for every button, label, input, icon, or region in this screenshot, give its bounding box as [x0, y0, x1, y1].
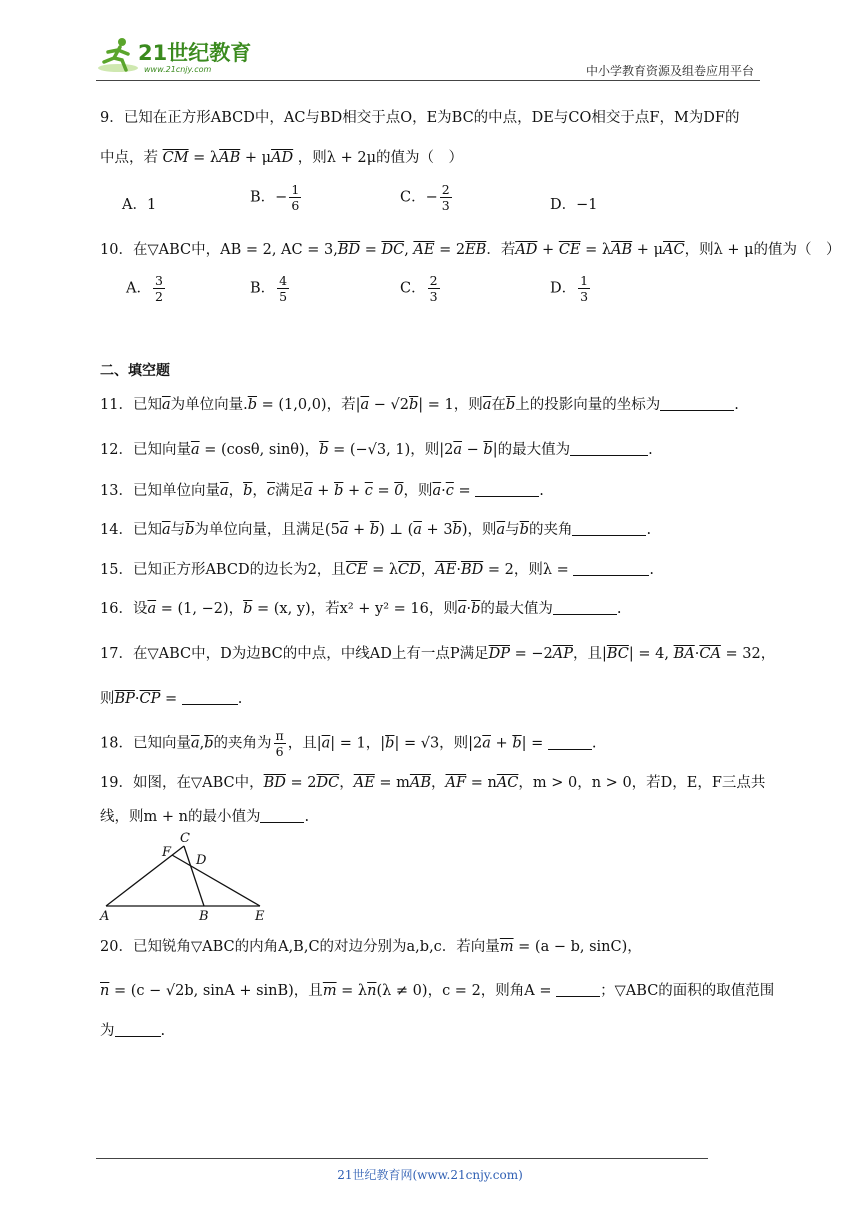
q20-answer-blank-1[interactable] [556, 996, 600, 997]
fig-label-f: F [162, 845, 172, 860]
q10-option-d[interactable]: D． $\frac{1}{3}$ [550, 273, 589, 304]
fig-label-b: B [199, 909, 209, 922]
page-header [96, 36, 760, 78]
q17-line1: 17．在▽ABC中，D为边BC的中点，中线AD上有一点P满足$\overline{DP} = -2\overline{AP}$，且$|\overline{BC}| = 4$, $\overline{BA}\cdot\overline{CA} = 32$， [100, 646, 776, 662]
q14: 14．已知$\overline{a}$与$\overline{b}$为单位向量，且满足$(5\overline{a} + \overline{b})$ ⊥ $(\overline{a} + 3\overline{b})$，则$\overline{a}$与$\overline{b}$的夹角 . [100, 522, 652, 538]
fig-label-c: C [180, 831, 190, 846]
q12-answer-blank[interactable] [570, 455, 648, 456]
q9-line1: 9．已知在正方形ABCD中，AC与BD相交于点O，E为BC的中点，DE与CO相交于点F，M为DF的 [100, 110, 740, 126]
q10-option-c[interactable]: C． $\frac{2}{3}$ [400, 273, 438, 304]
logo-url: www.21cnjy.com [144, 65, 212, 74]
q19-line1: 19．如图，在▽ABC中，$\overline{BD} = 2\overline{DC}$，$\overline{AE} = m\overline{AB}$，$\overline{AF} = n\overline{AC}$，m > 0，n > 0，若D，E，F三点共 [100, 775, 766, 791]
q10-option-b[interactable]: B． $\frac{4}{5}$ [250, 273, 288, 304]
q9-option-b[interactable]: B．− $\frac{1}{6}$ [250, 182, 300, 213]
q19-line2: 线，则m + n的最小值为 . [100, 809, 310, 825]
footer-divider [96, 1158, 708, 1159]
q17-answer-blank[interactable] [182, 704, 238, 705]
q17-line2: 则$\overline{BP}\cdot\overline{CP}$ = . [100, 691, 243, 707]
footer-link[interactable]: 21世纪教育网(www.21cnjy.com) [337, 1168, 523, 1182]
q20-line2: $\overline{n} = (c - √2b$, sinA + sinB)，且$\overline{m} = \lambda\overline{n}(\lambda \ne 0)$，c = 2，则角A = ；▽ABC的面积的取值范围 [100, 983, 775, 999]
q13-answer-blank[interactable] [475, 496, 539, 497]
platform-name: 中小学教育资源及组卷应用平台 [585, 64, 754, 78]
q15-answer-blank[interactable] [573, 575, 649, 576]
header-divider [96, 80, 760, 81]
q9-option-d[interactable]: D．−1 [550, 197, 598, 213]
q16: 16．设$\overline{a} = (1$, −2)，$\overline{b} = (x$, y)，若x² + y² = 16，则$\overline{a}\cdot\overline{b}$的最大值为 . [100, 601, 622, 617]
q18: 18．已知向量$\overline{a},\overline{b}$的夹角为 $\frac{\pi}{6}$ ，且$|\overline{a}| = 1$，$|\overline{b}| = √3$，则$|2\overline{a} + \overline{b}|$ = . [100, 728, 597, 759]
q15: 15．已知正方形ABCD的边长为2，且$\overline{CE} = \lambda\overline{CD}$，$\overline{AE}\cdot\overline{BD} = 2$，则λ = . [100, 562, 654, 578]
q9-line2: 中点，若 $\overline{CM} = \lambda\overline{AB} + \mu\overline{AD}$ ，则λ + 2μ的值为（ ） [100, 150, 463, 166]
q14-answer-blank[interactable] [572, 535, 646, 536]
section-title: 二、填空题 [100, 363, 170, 379]
q13: 13．已知单位向量$\overline{a}$，$\overline{b}$，$\overline{c}$满足$\overline{a} + \overline{b} + \overline{c} = 0$，则$\overline{a}\cdot\overline{c}$ = . [100, 483, 544, 499]
q10-line: 10．在▽ABC中，AB = 2, AC = $3,\overline{BD} = \overline{DC}$, $\overline{AE} = 2\overline{EB}$．若$\overline{AD} + \overline{CE} = \lambda\overline{AB} + \mu\overline{AC}$，则λ + μ的值为（ ） [100, 242, 841, 258]
fig-line-fe [172, 855, 260, 906]
q9-equation: $\overline{CM} = \lambda\overline{AB} + \mu\overline{AD}$ [162, 150, 294, 166]
fig-label-d: D [196, 853, 207, 868]
q16-answer-blank[interactable] [553, 614, 617, 615]
q9-option-a[interactable]: A．1 [122, 197, 157, 213]
q19-answer-blank[interactable] [260, 822, 304, 823]
q11-answer-blank[interactable] [660, 410, 734, 411]
q9-option-c[interactable]: C．− $\frac{2}{3}$ [400, 182, 450, 213]
q18-answer-blank[interactable] [548, 749, 592, 750]
q11: 11．已知$\overline{a}$为单位向量$.\overline{b} = (1,0,0)$，若$|\overline{a} - √2\overline{b}| = 1$，则$\overline{a}$在$\overline{b}$上的投影向量的坐标为 . [100, 397, 739, 413]
q20-answer-blank-2[interactable] [115, 1036, 161, 1037]
fig-label-a: A [100, 909, 110, 922]
q10-option-a[interactable]: A． $\frac{3}{2}$ [126, 273, 163, 304]
fig-label-e: E [255, 909, 265, 922]
logo-runner-icon [96, 36, 266, 76]
q20-line1: 20．已知锐角▽ABC的内角A,B,C的对边分别为a,b,c．若向量$\overline{m} = (a - b$, sinC)， [100, 939, 642, 955]
triangle-figure [98, 830, 274, 922]
q20-line3: 为 . [100, 1023, 166, 1039]
logo-text: 21世纪教育 [138, 41, 252, 65]
q12: 12．已知向量$\overline{a} = (\cos\theta$, sinθ)，$\overline{b} = (-√3$, 1)，则$|2\overline{a} - \overline{b}|$的最大值为 . [100, 442, 653, 458]
